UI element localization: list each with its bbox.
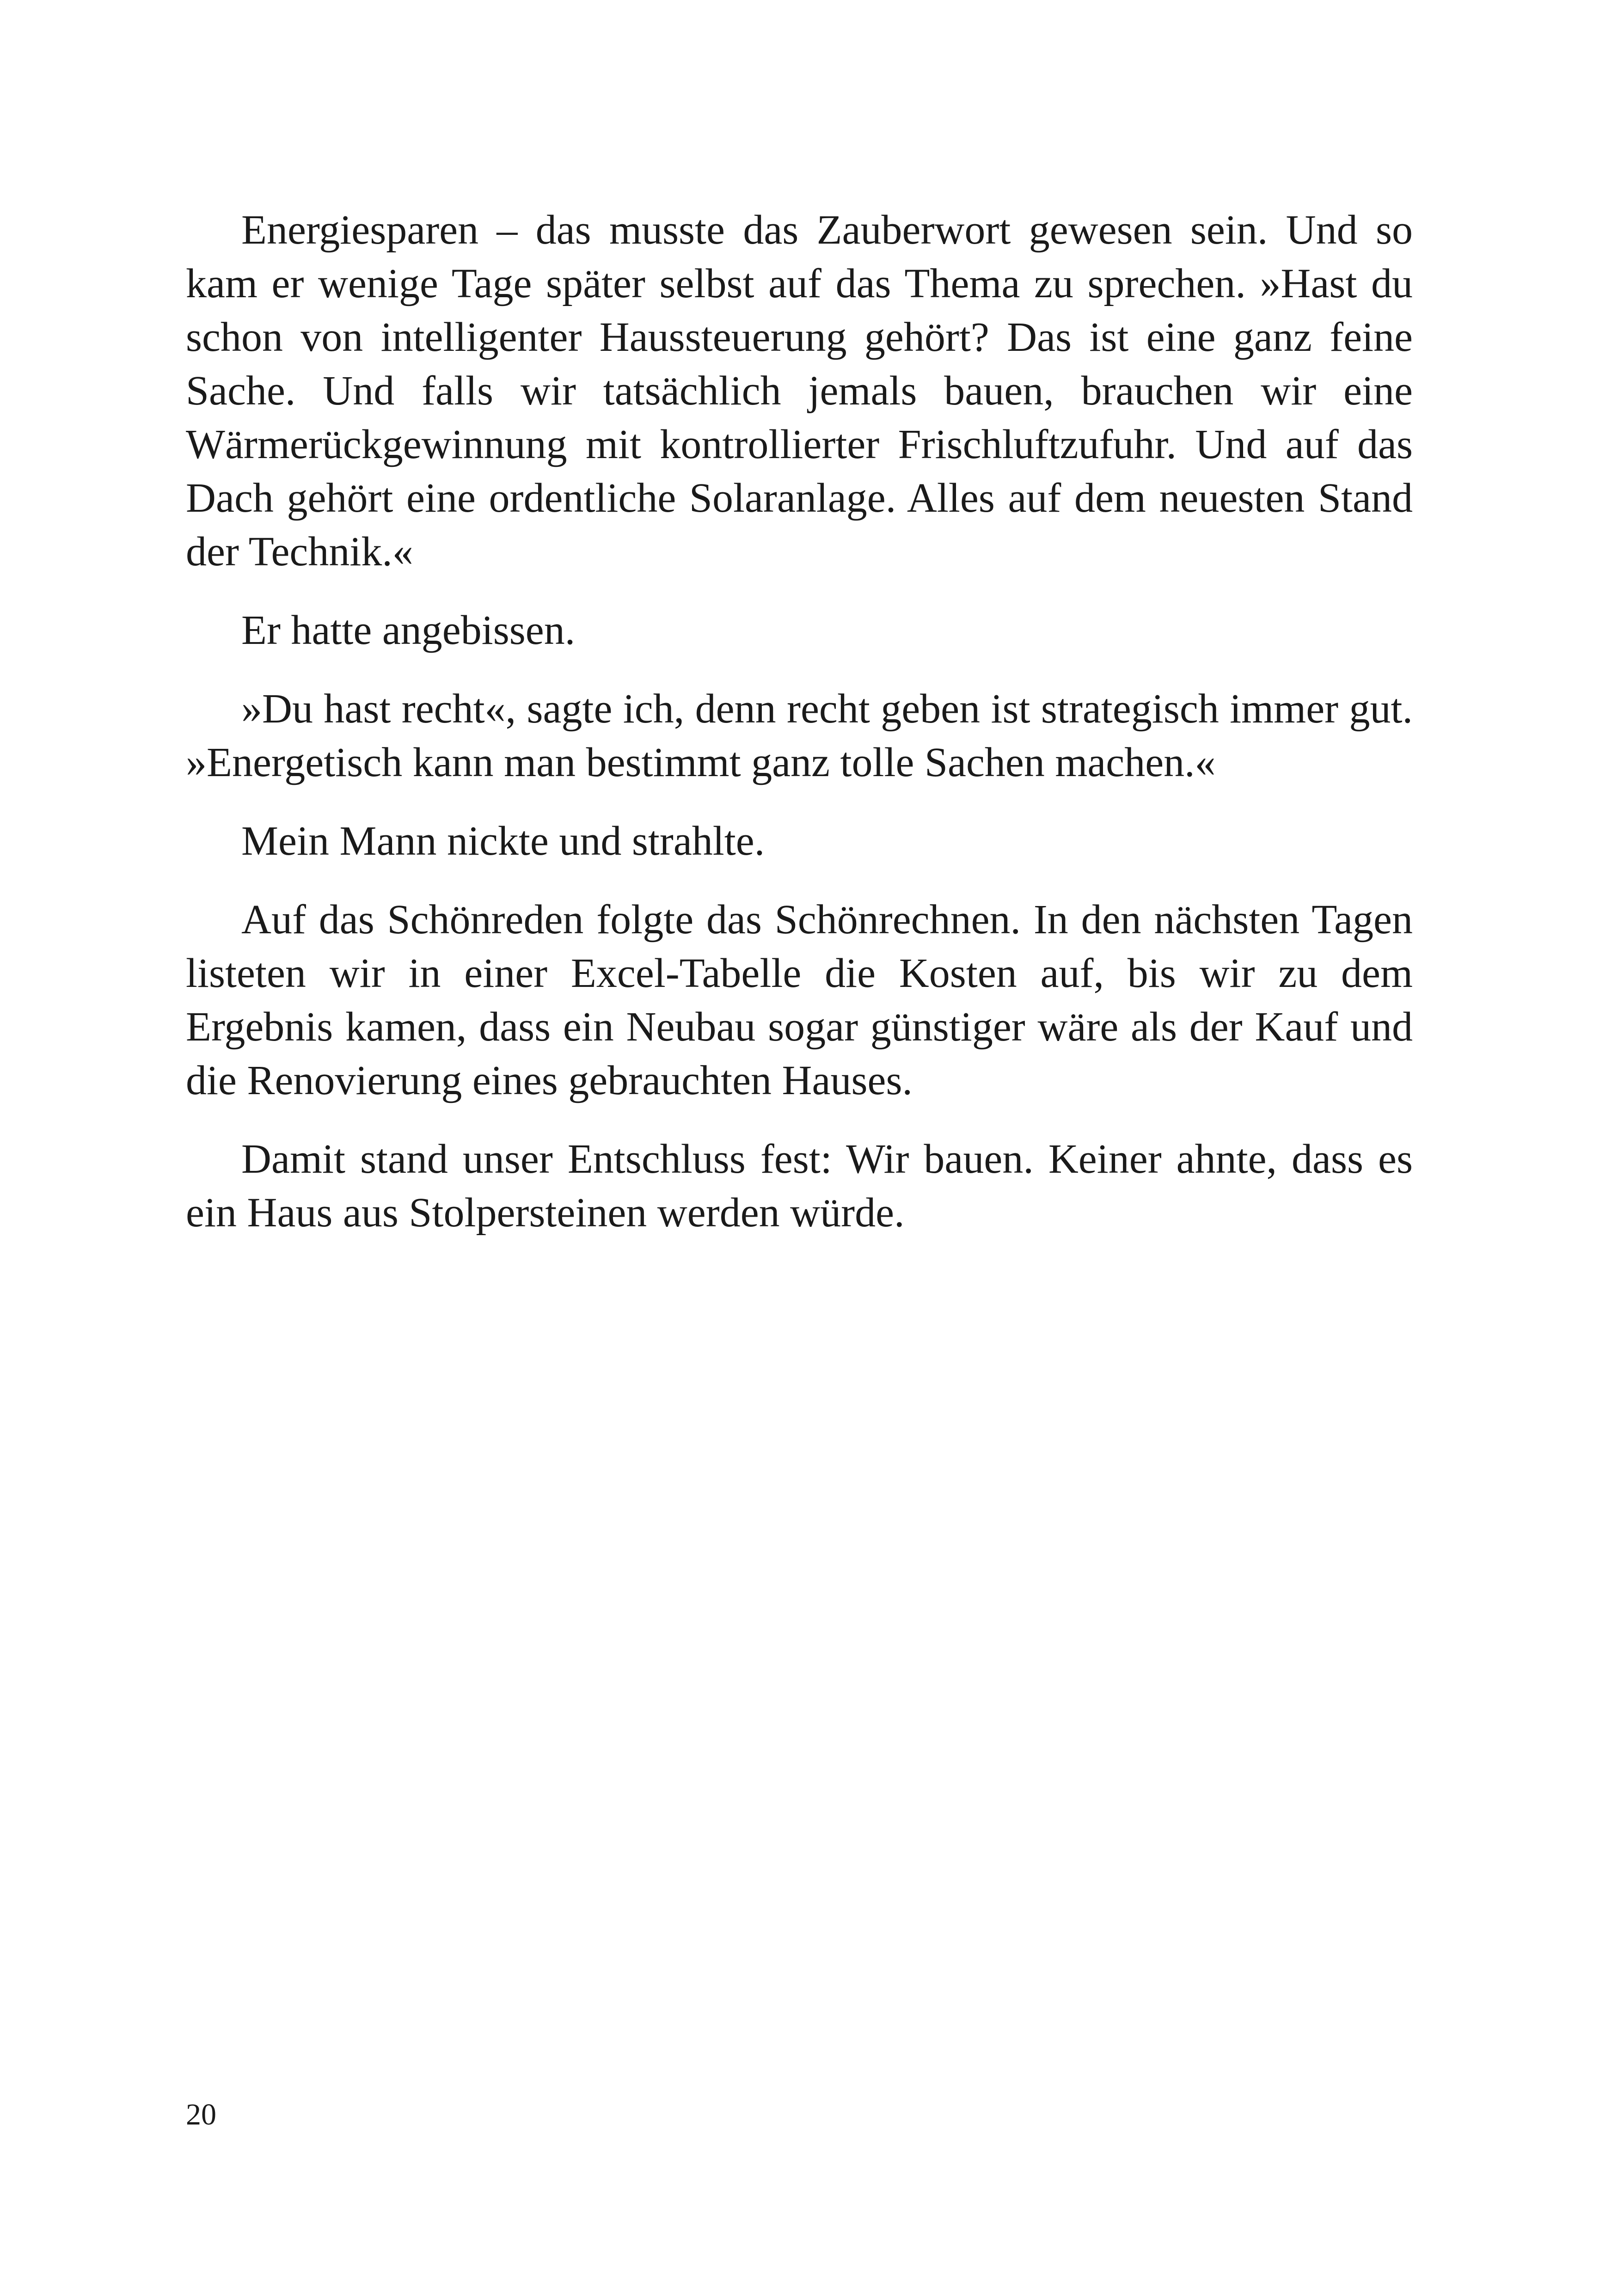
- paragraph-calculation: Auf das Schönreden folgte das Schönrechnen. In den nächsten Tagen listeten wir in einer Excel-Tabelle die Kosten auf, bis wir zu dem Ergebnis kamen, dass ein Neubau sogar günstiger wäre als der Kauf und die Renovierung eines gebrauchten Hauses.: [186, 897, 1413, 1103]
- body-text: [186, 203, 1413, 1240]
- paragraph-you-are-right: »Du hast recht«, sagte ich, denn recht geben ist strategisch immer gut. »Energetisch kann man bestimmt ganz tolle Sachen machen.«: [186, 686, 1413, 785]
- paragraph-hooked: Er hatte angebissen.: [241, 607, 576, 653]
- paragraph-decision: Damit stand unser Entschluss fest: Wir bauen. Keiner ahnte, dass es ein Haus aus Stolpersteinen werden würde.: [186, 1136, 1413, 1236]
- paragraph-husband-nodded: Mein Mann nickte und strahlte.: [241, 818, 765, 864]
- page-number: 20: [186, 2098, 216, 2131]
- paragraph-energy-saving: Energiesparen – das musste das Zauberwort gewesen sein. Und so kam er wenige Tage später selbst auf das Thema zu sprechen. »Hast du schon von intelligenter Haussteuerung gehört? Das ist eine ganz feine Sache. Und falls wir tatsächlich jemals bauen, brauchen wir eine Wärmerückgewinnung mit kontrollierter Frischluftzufuhr. Und auf das Dach gehört eine ordentliche Solaranlage. Alles auf dem neuesten Stand der Technik.«: [186, 207, 1413, 575]
